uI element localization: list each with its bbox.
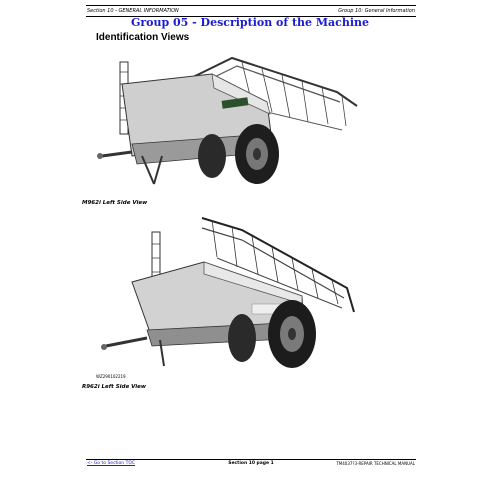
figure-caption-m962i: M962i Left Side View <box>82 200 148 206</box>
manual-id: TM4037?3-REPAIR TECHNICAL MANUAL <box>336 461 415 466</box>
header-group: Group 10: General Information <box>338 8 415 14</box>
page-number: Section 10 page 1 <box>228 461 274 466</box>
r962i-sprayer-illustration <box>92 212 364 372</box>
figure-caption-r962i: R962i Left Side View <box>82 384 146 390</box>
group-title: Group 05 - Description of the Machine <box>130 16 370 29</box>
m962i-sprayer-illustration <box>92 44 372 190</box>
section-title: Identification Views <box>96 32 190 43</box>
go-to-section-toc-link[interactable]: <- Go to Section TOC <box>87 461 136 466</box>
header-section: Section 10 - GENERAL INFORMATION <box>87 8 179 14</box>
figure-code: WZ290102219 <box>96 374 126 379</box>
page-footer <box>86 459 416 468</box>
